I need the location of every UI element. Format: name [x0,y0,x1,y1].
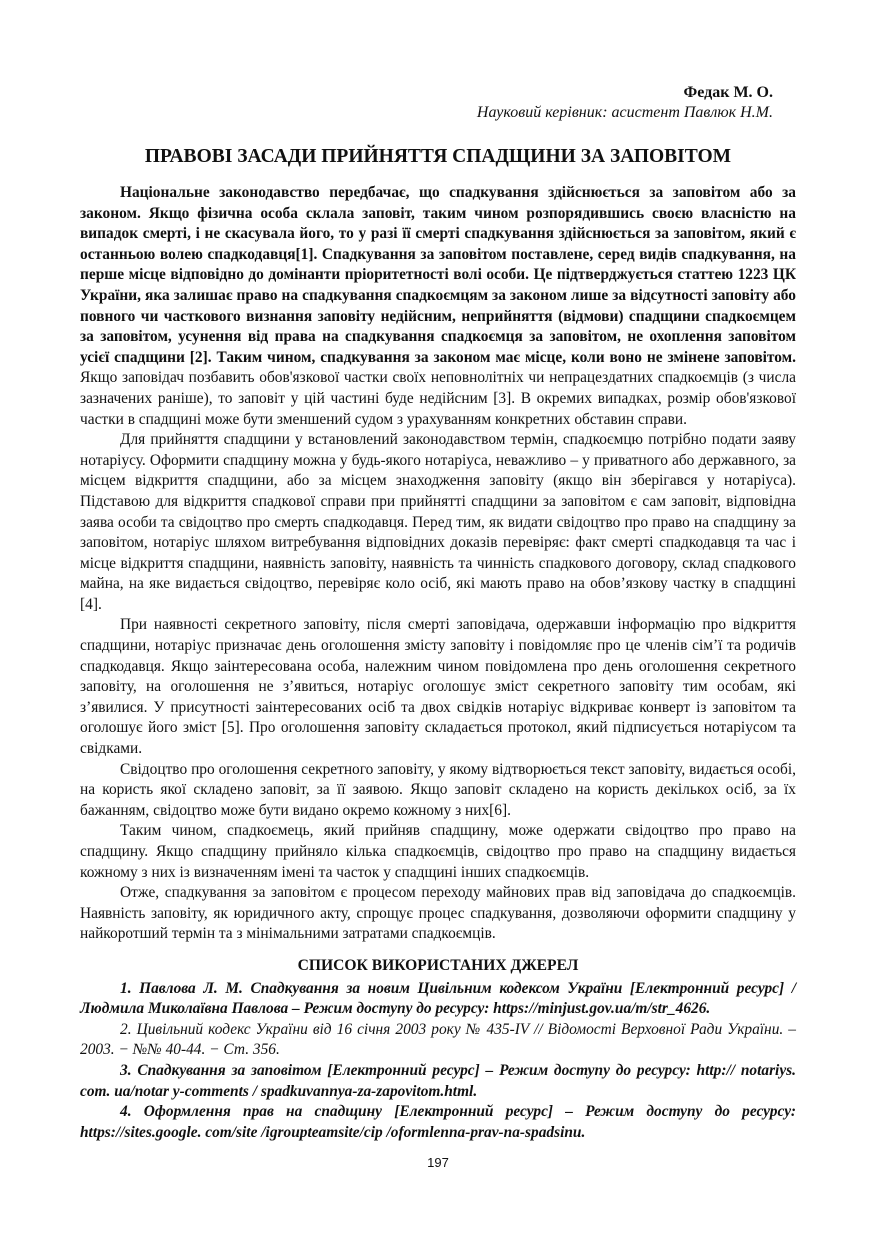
page-number: 197 [427,1155,449,1170]
paragraph-6: Отже, спадкування за заповітом є процесом переходу майнових прав від заповідача до спадкоємців. Наявність заповіту, як юридичного акту, спрощує процес спадкування, дозволяючи оформити спадщину у найкоротший термін та з мінімальними затратами спадкоємців. [80,884,796,943]
paragraph-1-regular: Якщо заповідач позбавить обов'язкової частки своїх неповнолітніх чи непрацездатних спадкоємців (з числа зазначених раніше), то заповіт у цій частині буде недійсним [3]. В окремих випадках, розмір обов'язкової частки в спадщині може бути зменшений судом з урахуванням конкретних обставин справи. [80,369,796,428]
paragraph-3: При наявності секретного заповіту, після смерті заповідача, одержавши інформацію про відкриття спадщини, нотаріус призначає день оголошення змісту заповіту і повідомляє про це членів сім’ї та родичів спадкодавця. Якщо заінтересована особа, належним чином повідомлена про день оголошення секретного заповіту, на оголошення не з’явиться, нотаріус оголошує зміст секретного заповіту тим особам, які з’явилися. У присутності заінтересованих осіб та двох свідків нотаріус відкриває конверт із заповітом та оголошує його зміст [5]. Про оголошення заповіту складається протокол, який підписується нотаріусом та свідками. [80,616,796,758]
paragraph-5: Таким чином, спадкоємець, який прийняв спадщину, може одержати свідоцтво про право на спадщину. Якщо спадщину прийняло кілька спадкоємців, свідоцтво про право на спадщину видається кожному з них із визначенням імені та часток у спадщині інших спадкоємців. [80,822,796,881]
paragraph-1-bold: Національне законодавство передбачає, що спадкування здійснюється за заповітом або за законом. Якщо фізична особа склала заповіт, таким чином розпорядившись своєю власністю на випадок смерті, і не скасувала його, то у разі її смерті спадкування здійснюється за заповітом, який є останньою волею спадкодавця[1]. Спадкування за заповітом поставлене, серед видів спадкування, на перше місце відповідно до домінанти пріоритетності волі особи. Це підтверджується статтею 1223 ЦК України, яка залишає право на спадкування спадкоємцям за законом лише за відсутності заповіту або повного чи часткового визнання заповіту недійсним, неприйняття (відмови) спадщини спадкоємцем за заповітом, усунення від права на спадкування спадкоємця за заповітом, не охоплення заповітом усієї спадщини [2]. Таким чином, спадкування за законом має місце, коли воно не змінене заповітом. [80,184,796,366]
reference-item: 4. Оформлення прав на спадщину [Електронний ресурс] – Режим доступу до ресурсу: https://sites.google. com/site /igroupteamsite/cip /oformlenna-prav-na-spadsinu. [80,1103,796,1141]
references-section [80,956,796,1143]
supervisor-line: Науковий керівник: асистент Павлюк Н.М. [476,104,773,121]
article-body [80,183,796,945]
reference-item: 2. Цивільний кодекс України від 16 січня 2003 року № 435-IV // Відомості Верховної Ради України. – 2003. − №№ 40-44. − Ст. 356. [80,1020,796,1059]
paragraph-2: Для прийняття спадщини у встановлений законодавством термін, спадкоємцю потрібно подати заяву нотаріусу. Оформити спадщину можна у будь-якого нотаріуса, неважливо – у приватного або державного, за місцем відкриття спадщини, або за місцем знаходження заповіту (якщо він зберігався у нотаріуса). Підставою для відкриття спадкової справи при прийнятті спадщини за заповітом є сам заповіт, відповідна заява особи та свідоцтво про смерть спадкодавця. Перед тим, як видати свідоцтво про право на спадщину за заповітом, нотаріус шляхом витребування відповідних доказів перевіряє: факт смерті спадкодавця та час і місце відкриття спадщини, наявність заповіту, наявність та чинність спадкового договору, склад спадкового майна, на яке видається свідоцтво, перевіряє коло осіб, які мають право на обов’язкову частку в спадщині [4]. [80,431,796,613]
reference-item: 3. Спадкування за заповітом [Електронний ресурс] – Режим доступу до ресурсу: http:// notariys. com. ua/notar y-comments / spadkuvannya-za-zapovitom.html. [80,1061,796,1100]
paragraph-1 [80,183,796,430]
references-heading: СПИСОК ВИКОРИСТАНИХ ДЖЕРЕЛ [297,957,579,974]
paragraph-4: Свідоцтво про оголошення секретного заповіту, у якому відтворюється текст заповіту, видається особі, на користь якої складено заповіт, за її заявою. Якщо заповіт складено на користь декількох осіб, за їх бажанням, свідоцтво може бути видано окремо кожному з них[6]. [80,760,796,819]
author-name: Федак М. О. [683,84,773,101]
reference-item: 1. Павлова Л. М. Спадкування за новим Цивільним кодексом України [Електронний ресурс] / Людмила Миколаївна Павлова – Режим доступу до ресурсу: https://minjust.gov.ua/m/str_4626. [80,979,796,1018]
page-title: ПРАВОВІ ЗАСАДИ ПРИЙНЯТТЯ СПАДЩИНИ ЗА ЗАПОВІТОМ [144,146,732,167]
